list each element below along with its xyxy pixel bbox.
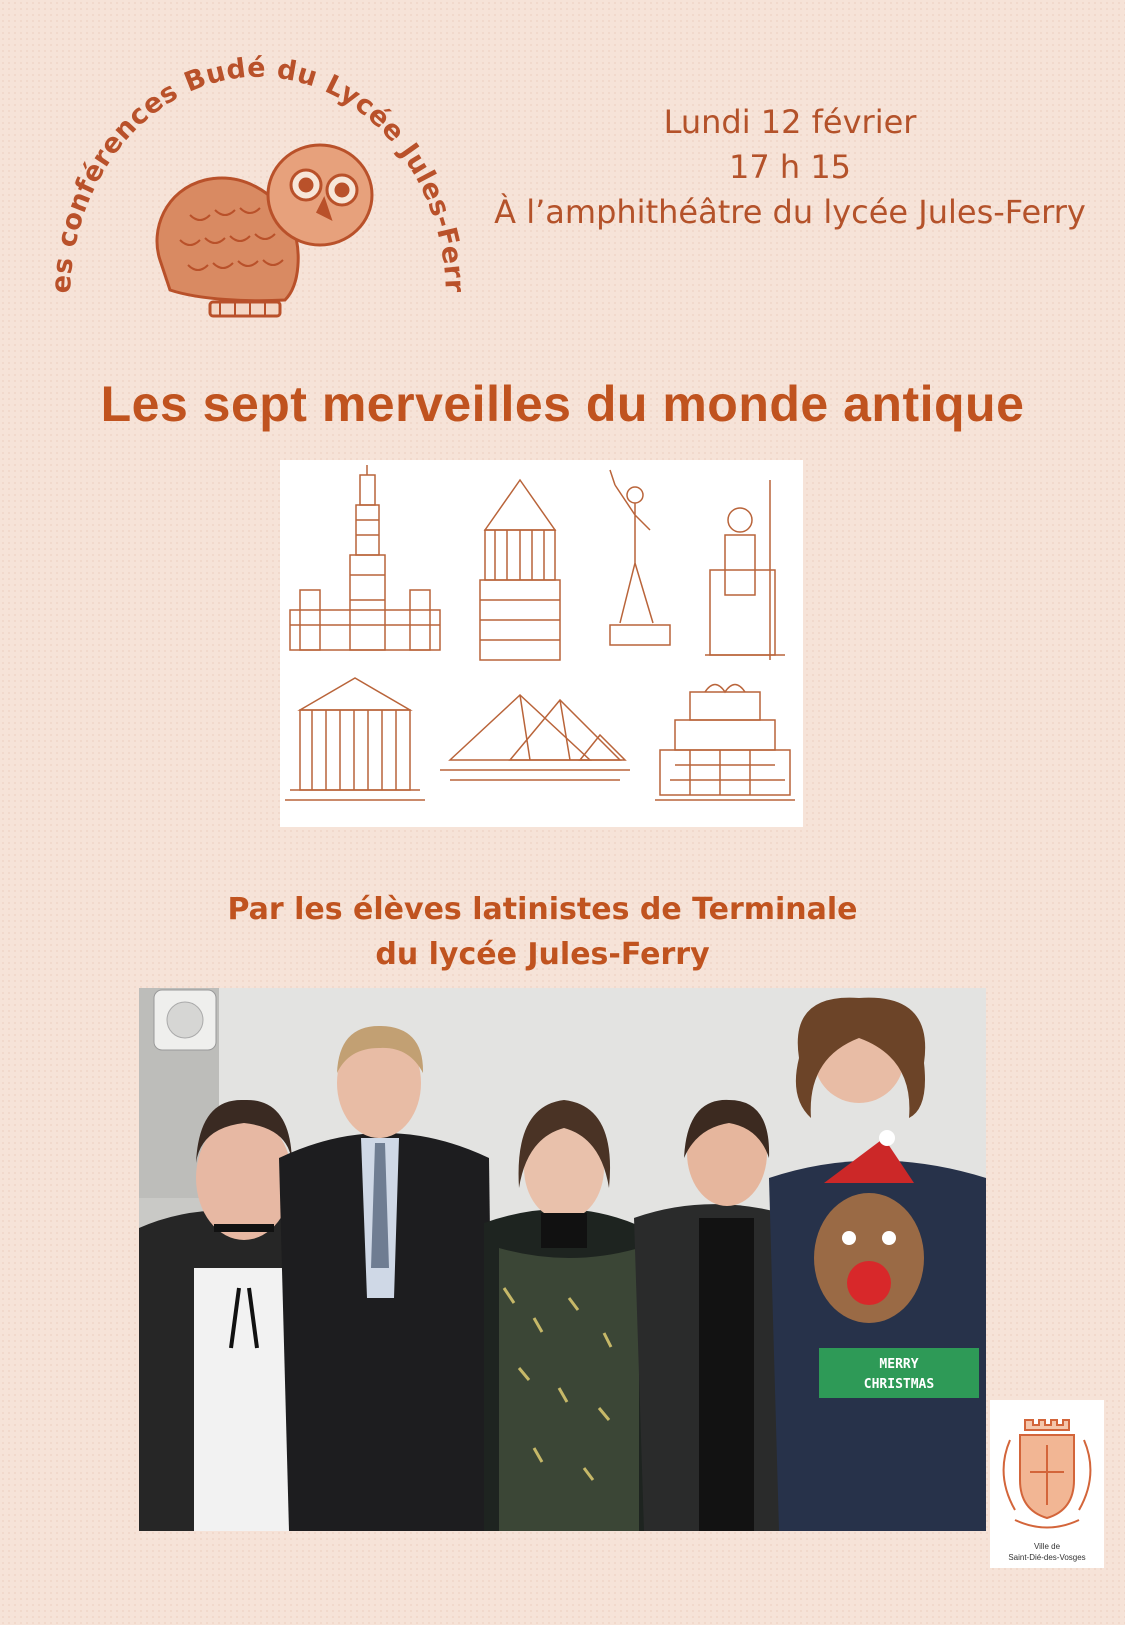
hanging-gardens-icon [655, 685, 795, 801]
main-title: Les sept merveilles du monde antique [100, 376, 1025, 432]
city-crest-icon [990, 1400, 1104, 1540]
zeus-statue-icon [705, 480, 785, 660]
pyramids-icon [440, 695, 630, 780]
event-date: Lundi 12 février [663, 103, 917, 141]
owl-icon [157, 145, 372, 316]
temple-icon [285, 678, 425, 800]
event-info [470, 100, 1110, 235]
wonders-illustration [280, 460, 803, 827]
speaker-icon [154, 990, 216, 1050]
colossus-icon [610, 470, 670, 645]
logo [30, 40, 490, 330]
group-photo [139, 988, 986, 1531]
lighthouse-icon [290, 465, 440, 650]
sweater-text-2: CHRISTMAS [863, 1377, 935, 1392]
sweater-text-1: MERRY [879, 1357, 919, 1372]
city-name-line-1: Ville de [1033, 1542, 1061, 1551]
logo-arc-text: es conférences Budé du Lycée Jules-Ferr [45, 52, 471, 294]
event-venue: À l’amphithéâtre du lycée Jules-Ferry [494, 193, 1086, 231]
presenters-line-2: du lycée Jules-Ferry [375, 937, 710, 972]
mausoleum-icon [480, 480, 560, 660]
presenters [175, 887, 910, 977]
presenters-line-1: Par les élèves latinistes de Terminale [227, 892, 858, 927]
event-time: 17 h 15 [728, 148, 852, 186]
city-badge [990, 1400, 1104, 1568]
city-name-line-2: Saint-Dié-des-Vosges [1008, 1553, 1086, 1562]
